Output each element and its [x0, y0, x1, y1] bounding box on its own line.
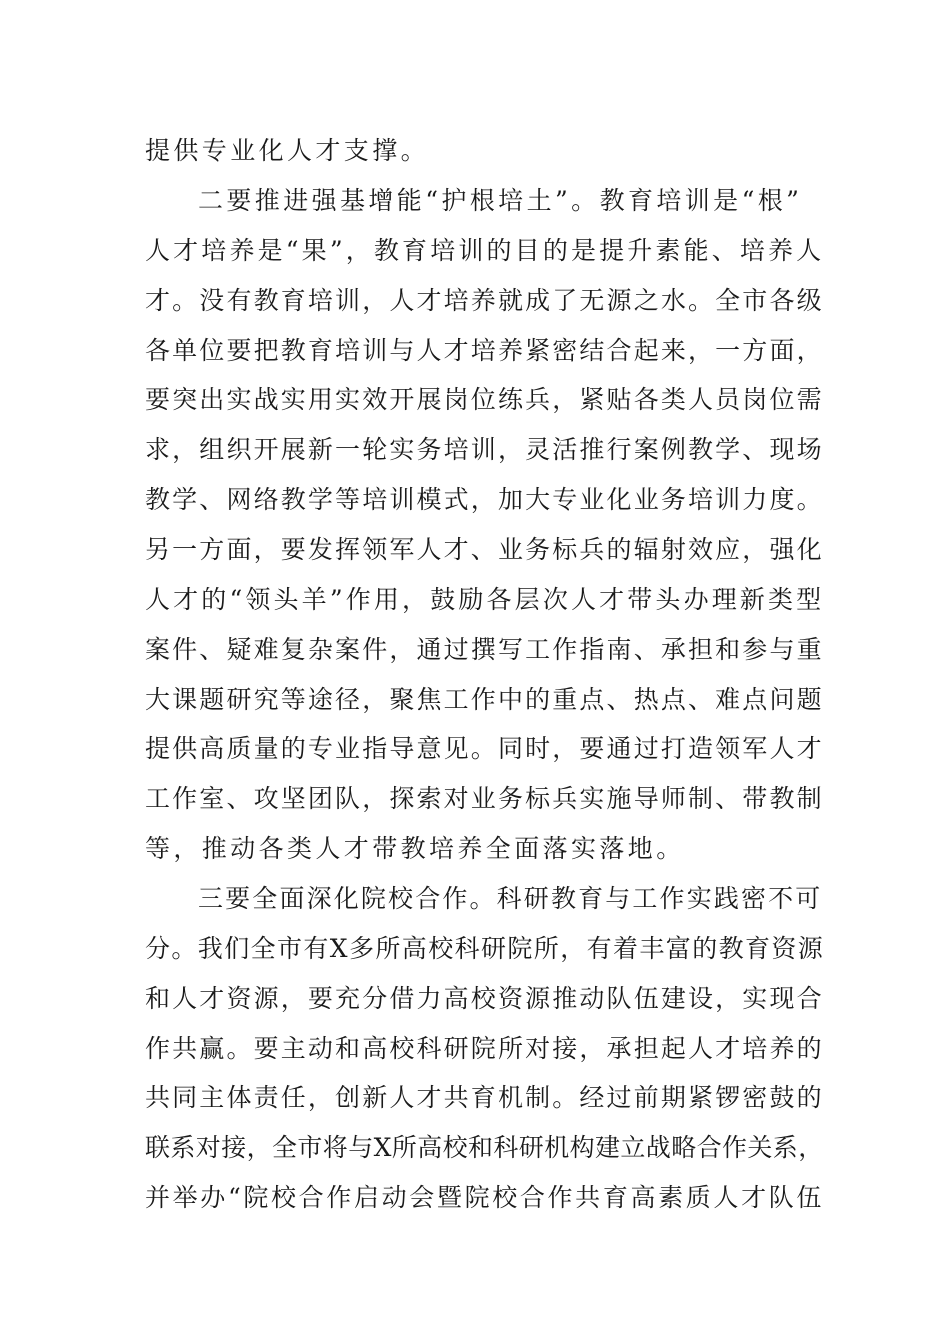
text-line-1: 提供专业化人才支撑。 — [145, 136, 430, 165]
paragraph-2-heading-line: 二要推进强基增能“护根培土”。教育培训是“根” — [198, 186, 803, 215]
text-line-6: 要突出实战实用实效开展岗位练兵，紧贴各类人员岗位需 — [145, 385, 824, 414]
text-line-13: 提供高质量的专业指导意见。同时，要通过打造领军人才 — [145, 734, 824, 763]
text-line-17: 分。我们全市有X多所高校科研院所，有着丰富的教育资源 — [145, 934, 825, 963]
text-line-5: 各单位要把教育培训与人才培养紧密结合起来，一方面， — [145, 336, 824, 365]
text-line-10: 人才的“领头羊”作用，鼓励各层次人才带头办理新类型 — [145, 585, 825, 614]
text-line-18: 和人才资源，要充分借力高校资源推动队伍建设，实现合 — [145, 984, 824, 1013]
text-line-20: 共同主体责任，创新人才共育机制。经过前期紧锣密鼓的 — [145, 1083, 824, 1112]
text-line-21: 联系对接，全市将与X所高校和科研机构建立战略合作关系， — [145, 1133, 824, 1162]
text-line-11: 案件、疑难复杂案件，通过撰写工作指南、承担和参与重 — [145, 635, 824, 664]
text-line-8: 教学、网络教学等培训模式，加大专业化业务培训力度。 — [145, 485, 824, 514]
paragraph-3-heading-line: 三要全面深化院校合作。科研教育与工作实践密不可 — [198, 884, 823, 913]
text-line-4: 才。没有教育培训，人才培养就成了无源之水。全市各级 — [145, 286, 824, 315]
text-line-9: 另一方面，要发挥领军人才、业务标兵的辐射效应，强化 — [145, 535, 824, 564]
text-line-14: 工作室、攻坚团队，探索对业务标兵实施导师制、带教制 — [145, 784, 824, 813]
text-line-7: 求，组织开展新一轮实务培训，灵活推行案例教学、现场 — [145, 435, 824, 464]
text-line-15: 等，推动各类人才带教培养全面落实落地。 — [145, 834, 685, 863]
text-line-19: 作共赢。要主动和高校科研院所对接，承担起人才培养的 — [145, 1034, 824, 1063]
text-line-3: 人才培养是“果”，教育培训的目的是提升素能、培养人 — [145, 236, 825, 265]
text-line-12: 大课题研究等途径，聚焦工作中的重点、热点、难点问题 — [145, 685, 824, 714]
text-line-22: 并举办“院校合作启动会暨院校合作共育高素质人才队伍 — [145, 1183, 825, 1212]
